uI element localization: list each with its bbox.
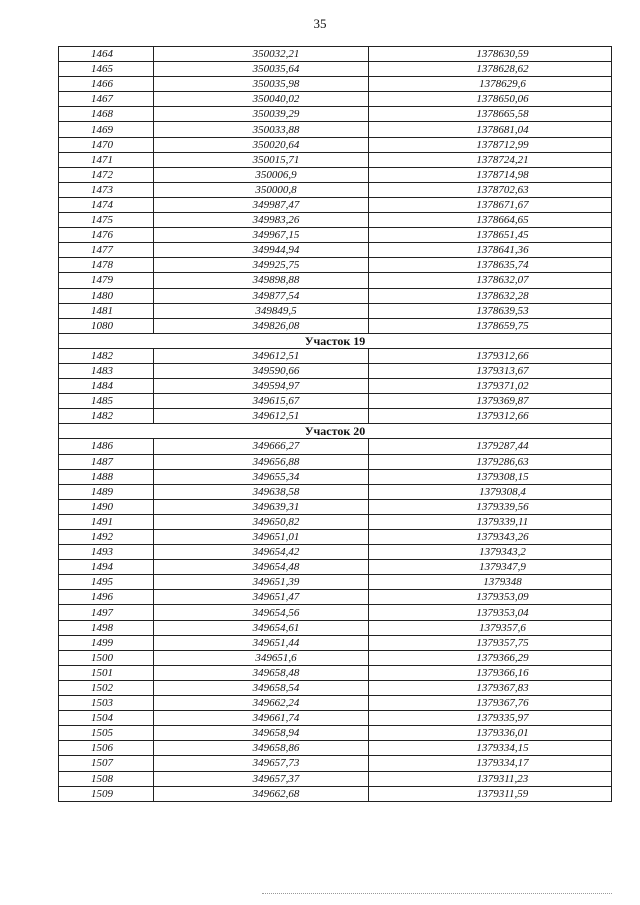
point-number-cell: 1478 (59, 258, 154, 273)
table-row (59, 560, 612, 575)
point-number-cell: 1497 (59, 605, 154, 620)
y-coordinate-cell: 1379343,2 (369, 545, 612, 560)
table-row (59, 514, 612, 529)
y-coordinate-cell: 1379339,56 (369, 499, 612, 514)
point-number-cell: 1471 (59, 152, 154, 167)
point-number-cell: 1477 (59, 243, 154, 258)
point-number-cell: 1483 (59, 363, 154, 378)
table-row (59, 379, 612, 394)
coordinates-table (58, 46, 612, 802)
y-coordinate-cell: 1379312,66 (369, 409, 612, 424)
y-coordinate-cell: 1378628,62 (369, 62, 612, 77)
table-row (59, 348, 612, 363)
y-coordinate-cell: 1379311,23 (369, 771, 612, 786)
y-coordinate-cell: 1378635,74 (369, 258, 612, 273)
y-coordinate-cell: 1379348 (369, 575, 612, 590)
x-coordinate-cell: 349654,56 (154, 605, 369, 620)
x-coordinate-cell: 349651,47 (154, 590, 369, 605)
x-coordinate-cell: 349983,26 (154, 213, 369, 228)
x-coordinate-cell: 349594,97 (154, 379, 369, 394)
point-number-cell: 1495 (59, 575, 154, 590)
point-number-cell: 1508 (59, 771, 154, 786)
point-number-cell: 1465 (59, 62, 154, 77)
x-coordinate-cell: 349655,34 (154, 469, 369, 484)
x-coordinate-cell: 350035,64 (154, 62, 369, 77)
x-coordinate-cell: 349826,08 (154, 318, 369, 333)
point-number-cell: 1476 (59, 228, 154, 243)
y-coordinate-cell: 1378629,6 (369, 77, 612, 92)
table-row (59, 680, 612, 695)
table-row (59, 409, 612, 424)
point-number-cell: 1507 (59, 756, 154, 771)
y-coordinate-cell: 1379353,09 (369, 590, 612, 605)
y-coordinate-cell: 1379371,02 (369, 379, 612, 394)
point-number-cell: 1505 (59, 726, 154, 741)
table-row (59, 62, 612, 77)
point-number-cell: 1500 (59, 650, 154, 665)
table-row (59, 545, 612, 560)
table-row (59, 122, 612, 137)
x-coordinate-cell: 349651,39 (154, 575, 369, 590)
table-row (59, 620, 612, 635)
x-coordinate-cell: 350000,8 (154, 182, 369, 197)
y-coordinate-cell: 1378664,65 (369, 213, 612, 228)
y-coordinate-cell: 1379308,4 (369, 484, 612, 499)
section-title: Участок 19 (59, 333, 612, 348)
y-coordinate-cell: 1379311,59 (369, 786, 612, 801)
x-coordinate-cell: 349654,42 (154, 545, 369, 560)
x-coordinate-cell: 350033,88 (154, 122, 369, 137)
x-coordinate-cell: 349639,31 (154, 499, 369, 514)
table-row (59, 273, 612, 288)
point-number-cell: 1487 (59, 454, 154, 469)
point-number-cell: 1485 (59, 394, 154, 409)
table-row (59, 182, 612, 197)
table-row (59, 756, 612, 771)
table-row (59, 696, 612, 711)
point-number-cell: 1481 (59, 303, 154, 318)
y-coordinate-cell: 1378702,63 (369, 182, 612, 197)
y-coordinate-cell: 1379339,11 (369, 514, 612, 529)
y-coordinate-cell: 1379367,76 (369, 696, 612, 711)
x-coordinate-cell: 349651,6 (154, 650, 369, 665)
y-coordinate-cell: 1378632,28 (369, 288, 612, 303)
y-coordinate-cell: 1378681,04 (369, 122, 612, 137)
x-coordinate-cell: 349657,37 (154, 771, 369, 786)
section-title: Участок 20 (59, 424, 612, 439)
table-row (59, 575, 612, 590)
table-row (59, 771, 612, 786)
y-coordinate-cell: 1379335,97 (369, 711, 612, 726)
table-row (59, 394, 612, 409)
y-coordinate-cell: 1378724,21 (369, 152, 612, 167)
x-coordinate-cell: 349925,75 (154, 258, 369, 273)
table-row (59, 439, 612, 454)
point-number-cell: 1490 (59, 499, 154, 514)
y-coordinate-cell: 1379286,63 (369, 454, 612, 469)
x-coordinate-cell: 349987,47 (154, 197, 369, 212)
table-row (59, 711, 612, 726)
y-coordinate-cell: 1379343,26 (369, 530, 612, 545)
table-row (59, 590, 612, 605)
point-number-cell: 1475 (59, 213, 154, 228)
y-coordinate-cell: 1378632,07 (369, 273, 612, 288)
point-number-cell: 1482 (59, 348, 154, 363)
y-coordinate-cell: 1379313,67 (369, 363, 612, 378)
y-coordinate-cell: 1378712,99 (369, 137, 612, 152)
point-number-cell: 1467 (59, 92, 154, 107)
table-row (59, 77, 612, 92)
y-coordinate-cell: 1378650,06 (369, 92, 612, 107)
table-row (59, 107, 612, 122)
table-row (59, 741, 612, 756)
y-coordinate-cell: 1378639,53 (369, 303, 612, 318)
y-coordinate-cell: 1379366,29 (369, 650, 612, 665)
point-number-cell: 1466 (59, 77, 154, 92)
y-coordinate-cell: 1378665,58 (369, 107, 612, 122)
point-number-cell: 1488 (59, 469, 154, 484)
table-row (59, 499, 612, 514)
x-coordinate-cell: 349651,01 (154, 530, 369, 545)
x-coordinate-cell: 350035,98 (154, 77, 369, 92)
point-number-cell: 1474 (59, 197, 154, 212)
table-row (59, 213, 612, 228)
x-coordinate-cell: 349662,24 (154, 696, 369, 711)
point-number-cell: 1464 (59, 47, 154, 62)
x-coordinate-cell: 349650,82 (154, 514, 369, 529)
x-coordinate-cell: 349849,5 (154, 303, 369, 318)
point-number-cell: 1502 (59, 680, 154, 695)
x-coordinate-cell: 350032,21 (154, 47, 369, 62)
point-number-cell: 1503 (59, 696, 154, 711)
y-coordinate-cell: 1379357,75 (369, 635, 612, 650)
section-header-row (59, 333, 612, 348)
table-row (59, 197, 612, 212)
y-coordinate-cell: 1378714,98 (369, 167, 612, 182)
point-number-cell: 1493 (59, 545, 154, 560)
y-coordinate-cell: 1379334,15 (369, 741, 612, 756)
table-row (59, 47, 612, 62)
y-coordinate-cell: 1379367,83 (369, 680, 612, 695)
table-row (59, 318, 612, 333)
y-coordinate-cell: 1379369,87 (369, 394, 612, 409)
y-coordinate-cell: 1378641,36 (369, 243, 612, 258)
footer-line (262, 893, 612, 895)
x-coordinate-cell: 349638,58 (154, 484, 369, 499)
table-row (59, 228, 612, 243)
table-row (59, 530, 612, 545)
point-number-cell: 1468 (59, 107, 154, 122)
point-number-cell: 1472 (59, 167, 154, 182)
point-number-cell: 1473 (59, 182, 154, 197)
point-number-cell: 1470 (59, 137, 154, 152)
point-number-cell: 1482 (59, 409, 154, 424)
x-coordinate-cell: 349658,54 (154, 680, 369, 695)
x-coordinate-cell: 349658,94 (154, 726, 369, 741)
page-number: 35 (313, 16, 327, 31)
point-number-cell: 1480 (59, 288, 154, 303)
point-number-cell: 1469 (59, 122, 154, 137)
x-coordinate-cell: 350006,9 (154, 167, 369, 182)
section-header-row (59, 424, 612, 439)
y-coordinate-cell: 1379308,15 (369, 469, 612, 484)
point-number-cell: 1489 (59, 484, 154, 499)
point-number-cell: 1509 (59, 786, 154, 801)
point-number-cell: 1486 (59, 439, 154, 454)
x-coordinate-cell: 349612,51 (154, 348, 369, 363)
x-coordinate-cell: 349657,73 (154, 756, 369, 771)
y-coordinate-cell: 1379353,04 (369, 605, 612, 620)
table-row (59, 650, 612, 665)
point-number-cell: 1492 (59, 530, 154, 545)
x-coordinate-cell: 350039,29 (154, 107, 369, 122)
table-row (59, 152, 612, 167)
point-number-cell: 1498 (59, 620, 154, 635)
x-coordinate-cell: 349651,44 (154, 635, 369, 650)
x-coordinate-cell: 349656,88 (154, 454, 369, 469)
x-coordinate-cell: 349612,51 (154, 409, 369, 424)
y-coordinate-cell: 1379287,44 (369, 439, 612, 454)
table-row (59, 167, 612, 182)
x-coordinate-cell: 350020,64 (154, 137, 369, 152)
table-row (59, 137, 612, 152)
table-row (59, 665, 612, 680)
table-row (59, 605, 612, 620)
table-row (59, 484, 612, 499)
x-coordinate-cell: 349658,48 (154, 665, 369, 680)
table-row (59, 92, 612, 107)
table-row (59, 303, 612, 318)
table-row (59, 786, 612, 801)
y-coordinate-cell: 1378630,59 (369, 47, 612, 62)
x-coordinate-cell: 349877,54 (154, 288, 369, 303)
point-number-cell: 1504 (59, 711, 154, 726)
table-row (59, 635, 612, 650)
point-number-cell: 1496 (59, 590, 154, 605)
x-coordinate-cell: 349666,27 (154, 439, 369, 454)
point-number-cell: 1479 (59, 273, 154, 288)
x-coordinate-cell: 349898,88 (154, 273, 369, 288)
point-number-cell: 1499 (59, 635, 154, 650)
y-coordinate-cell: 1378671,67 (369, 197, 612, 212)
x-coordinate-cell: 350015,71 (154, 152, 369, 167)
y-coordinate-cell: 1379312,66 (369, 348, 612, 363)
y-coordinate-cell: 1379366,16 (369, 665, 612, 680)
x-coordinate-cell: 349590,66 (154, 363, 369, 378)
table-row (59, 454, 612, 469)
x-coordinate-cell: 349658,86 (154, 741, 369, 756)
x-coordinate-cell: 349662,68 (154, 786, 369, 801)
point-number-cell: 1494 (59, 560, 154, 575)
coordinates-table-body (59, 47, 612, 802)
x-coordinate-cell: 349967,15 (154, 228, 369, 243)
table-row (59, 243, 612, 258)
x-coordinate-cell: 349615,67 (154, 394, 369, 409)
y-coordinate-cell: 1379357,6 (369, 620, 612, 635)
point-number-cell: 1484 (59, 379, 154, 394)
x-coordinate-cell: 350040,02 (154, 92, 369, 107)
x-coordinate-cell: 349654,61 (154, 620, 369, 635)
y-coordinate-cell: 1378659,75 (369, 318, 612, 333)
point-number-cell: 1501 (59, 665, 154, 680)
table-row (59, 469, 612, 484)
x-coordinate-cell: 349654,48 (154, 560, 369, 575)
table-row (59, 288, 612, 303)
x-coordinate-cell: 349944,94 (154, 243, 369, 258)
y-coordinate-cell: 1379347,9 (369, 560, 612, 575)
y-coordinate-cell: 1378651,45 (369, 228, 612, 243)
y-coordinate-cell: 1379336,01 (369, 726, 612, 741)
y-coordinate-cell: 1379334,17 (369, 756, 612, 771)
point-number-cell: 1491 (59, 514, 154, 529)
table-row (59, 726, 612, 741)
point-number-cell: 1080 (59, 318, 154, 333)
x-coordinate-cell: 349661,74 (154, 711, 369, 726)
table-row (59, 363, 612, 378)
point-number-cell: 1506 (59, 741, 154, 756)
table-row (59, 258, 612, 273)
